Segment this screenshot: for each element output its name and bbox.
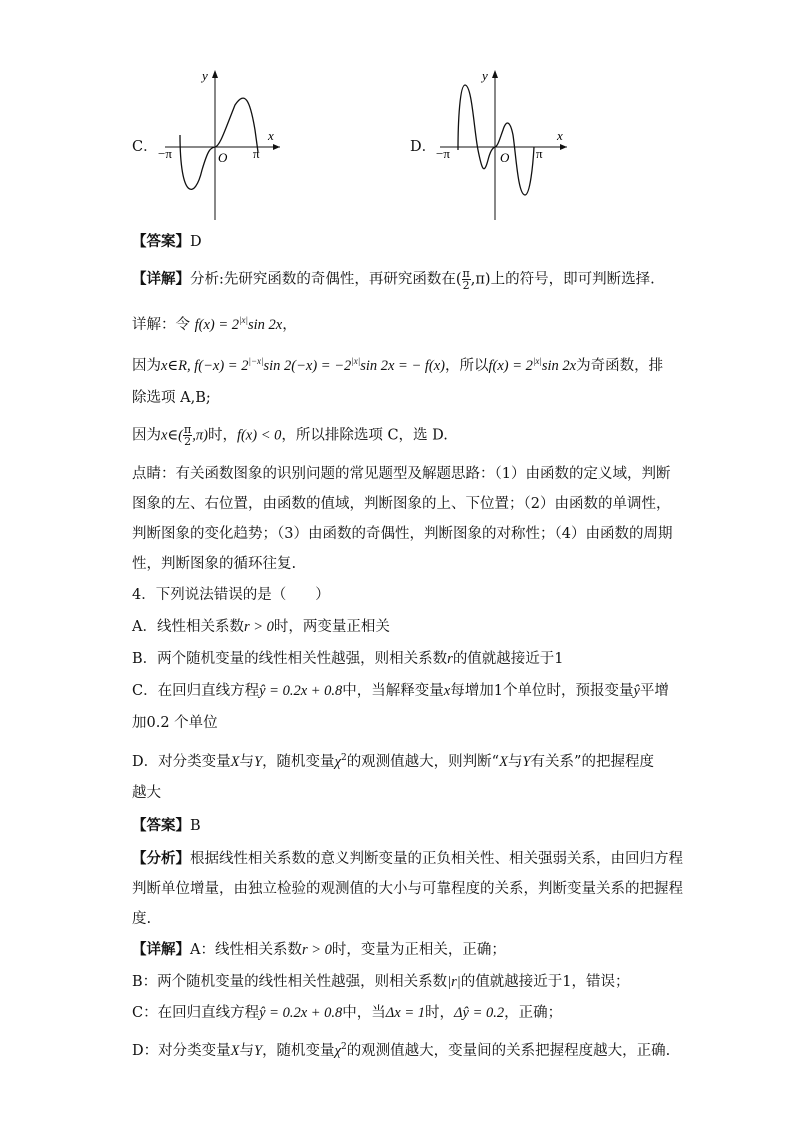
graph-c-neg-pi: −π [158,146,172,161]
q4-option-d-cont: 越大 [132,785,161,801]
graph-d-neg-pi: −π [436,146,450,161]
q3-tip-line4: 性，判断图象的循环往复. [132,556,297,572]
option-c-label: C． [132,139,158,155]
q4-option-c: C．在回归直线方程ŷ = 0.2x + 0.8中，当解释变量x每增加1个单位时，预报变量ŷ平增 [132,683,669,699]
option-d-label: D． [410,139,437,155]
q4-analysis-line2: 判断单位增量，由独立检验的观测值的大小与可靠程度的关系，判断变量关系的把握程 [132,881,683,897]
q3-detail-line5: 因为x∈( $\frac{\pi}{2}$ ,π)时，f(x) < 0，所以排除选项 C，选 D. [132,423,448,448]
q4-stem: 4．下列说法错误的是（ ） [132,587,330,603]
q4-analysis-line1: 【分析】根据线性相关系数的意义判断变量的正负相关性、相关强弱关系，由回归方程 [132,850,683,867]
q4-detail-b: B：两个随机变量的线性相关性越强，则相关系数|r|的值就越接近于1，错误； [132,974,630,990]
q3-detail-line1: 【详解】分析:先研究函数的奇偶性，再研究函数在( $\frac{\pi}{2}$ ,π)上的符号，即可判断选择. [132,267,655,292]
q4-option-d: D．对分类变量X与Y，随机变量$\chi^2$的观测值越大，则判断“X与Y有关系”的把握程度 [132,753,654,770]
fraction-pi-over-2: $\frac{\pi}{2}$ [462,267,470,292]
graph-d-x-label: x [557,128,563,143]
q3-detail-line4: 除选项 A,B; [132,390,211,406]
q4-detail-d: D：对分类变量X与Y，随机变量$\chi^2$的观测值越大，变量间的关系把握程度越大，正确. [132,1042,671,1059]
q4-detail-c: C：在回归直线方程ŷ = 0.2x + 0.8中，当Δx = 1时，Δŷ = 0.2，正确； [132,1005,563,1021]
q3-tip-line2: 图象的左、右位置，由函数的值域，判断图象的上、下位置；（2）由函数的单调性， [132,496,671,512]
q3-tip-line1: 点睛：有关函数图象的识别问题的常见题型及解题思路：（1）由函数的定义域，判断 [132,466,671,482]
q3-detail-line2: 详解：令 $f(x) = 2^{|x|}\sin$ 2x， [132,315,297,333]
q4-answer: 【答案】B [132,817,201,834]
q4-detail-a: 【详解】A：线性相关系数r > 0时，变量为正相关，正确； [132,941,506,958]
graph-c-y-label: y [202,68,208,83]
graph-c-pi: π [253,146,260,161]
q3-detail-line3: 因为x∈R, $f(-x) = 2^{|-x|}\sin$ $2(-x) = -2^{|x|}\sin$ 2x = − f(x)，所以$f(x) = 2^{|x|}\sin$ 2x为奇函数，排 [132,356,664,374]
q4-option-b: B．两个随机变量的线性相关性越强，则相关系数r的值就越接近于1 [132,651,564,667]
graph-c-origin: O [218,150,228,165]
q4-option-c-cont: 加0.2 个单位 [132,715,218,731]
q4-option-a: A．线性相关系数r > 0时，两变量正相关 [132,619,390,635]
fraction-pi-over-2-b: $\frac{\pi}{2}$ [184,423,192,448]
graph-d-origin: O [500,150,510,165]
graph-c [150,60,290,225]
q3-answer: 【答案】D [132,233,202,250]
graph-d [430,60,575,225]
graph-d-pi: π [536,146,543,161]
graph-d-y-label: y [482,68,488,83]
q4-analysis-line3: 度. [132,911,152,927]
q3-tip-line3: 判断图象的变化趋势；（3）由函数的奇偶性，判断图象的对称性；（4）由函数的周期 [132,526,673,542]
graph-c-x-label: x [268,128,274,143]
